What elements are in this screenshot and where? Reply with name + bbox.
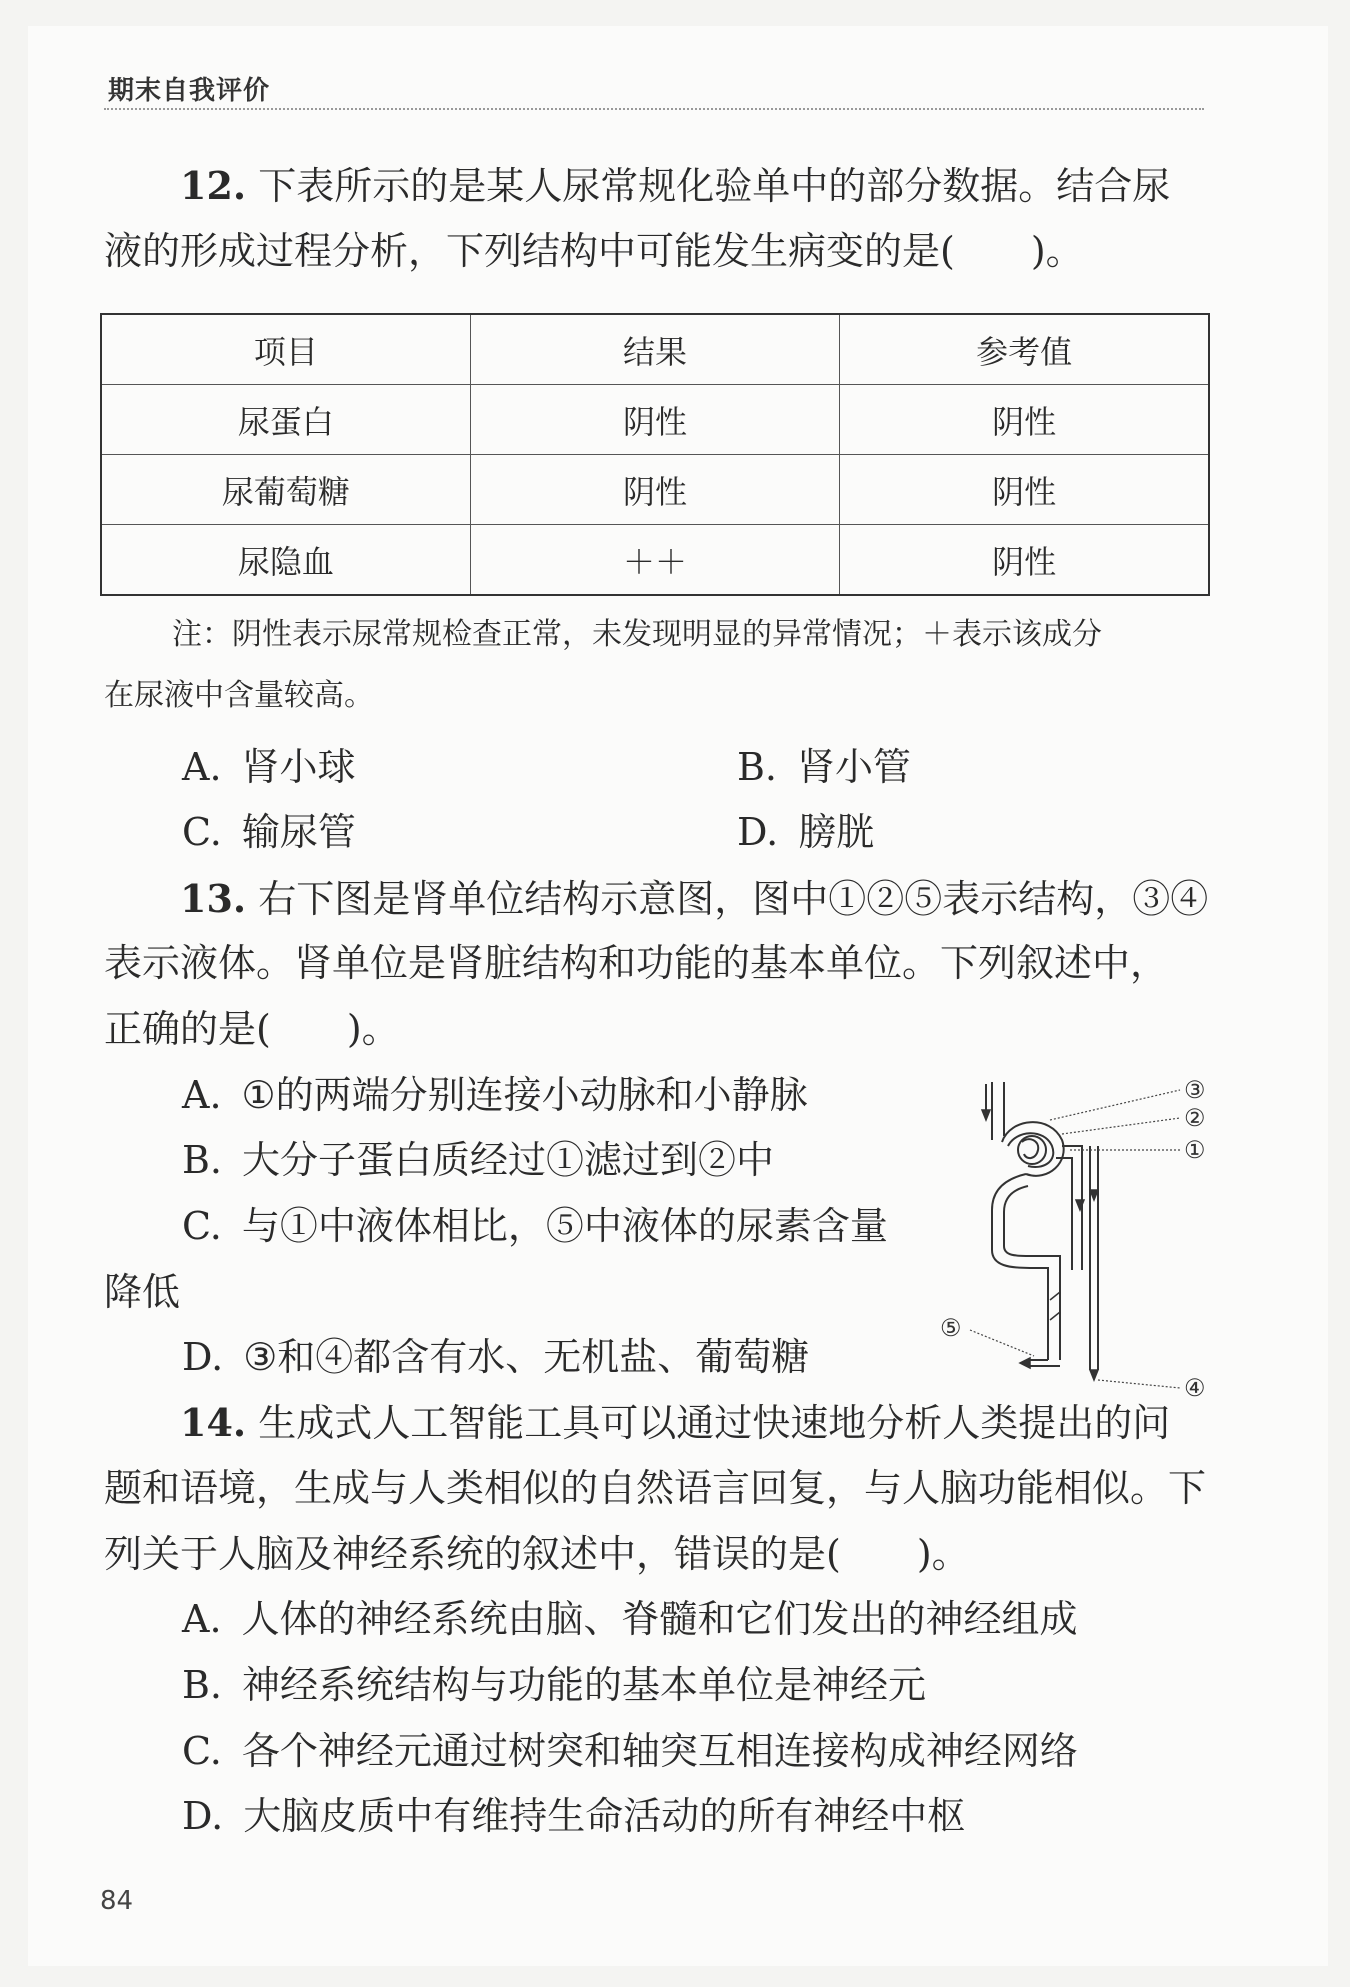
table-header-cell: 参考值 (840, 314, 1209, 385)
vessel-arrow-icon (1090, 1190, 1098, 1200)
header-divider (104, 108, 1204, 110)
leader-line-5 (970, 1330, 1034, 1356)
table-row (101, 385, 1209, 455)
q12-stem-line2: 液的形成过程分析，下列结构中可能发生病变的是( )。 (104, 229, 1084, 273)
q14-option-d[interactable]: D. 大脑皮质中有维持生命活动的所有神经中枢 (182, 1794, 966, 1838)
diagram-label-5: ⑤ (940, 1314, 962, 1342)
table-cell: 尿蛋白 (101, 385, 470, 455)
q12-option-a[interactable]: A. 肾小球 (182, 745, 356, 789)
table-cell: 阴性 (470, 385, 839, 455)
q14-number: 14. (180, 1400, 247, 1445)
q13-option-a[interactable]: A. ①的两端分别连接小动脉和小静脉 (182, 1073, 808, 1117)
leader-line-3 (1050, 1090, 1180, 1120)
q12-option-c[interactable]: C. 输尿管 (182, 810, 356, 854)
table-cell: 阴性 (840, 455, 1209, 525)
table-header-row (101, 314, 1209, 385)
q12-note-line2: 在尿液中含量较高。 (104, 678, 374, 713)
leader-line-2 (1062, 1118, 1180, 1134)
diagram-label-4: ④ (1184, 1374, 1206, 1400)
q12-stem-line1: 12. 下表所示的是某人尿常规化验单中的部分数据。结合尿 (180, 163, 1171, 208)
q13-stem-line3: 正确的是( )。 (104, 1007, 400, 1051)
table-cell: 尿葡萄糖 (101, 455, 470, 525)
page-number: 84 (100, 1886, 134, 1916)
diagram-label-3: ③ (1184, 1076, 1206, 1104)
table-cell: 阴性 (840, 525, 1209, 596)
q13-option-b[interactable]: B. 大分子蛋白质经过①滤过到②中 (182, 1138, 775, 1182)
q14-stem-line3: 列关于人脑及神经系统的叙述中，错误的是( )。 (104, 1532, 970, 1576)
q13-number: 13. (180, 876, 247, 921)
table-cell: 尿隐血 (101, 525, 470, 596)
table-row (101, 455, 1209, 525)
q14-option-b[interactable]: B. 神经系统结构与功能的基本单位是神经元 (182, 1663, 927, 1707)
q14-option-c[interactable]: C. 各个神经元通过树突和轴突互相连接构成神经网络 (182, 1729, 1078, 1773)
q13-stem-line2: 表示液体。肾单位是肾脏结构和功能的基本单位。下列叙述中， (104, 941, 1169, 985)
collecting-arrow-icon (1090, 1370, 1098, 1380)
table-cell: ＋＋ (470, 525, 839, 596)
table-header-cell: 结果 (470, 314, 839, 385)
q12-note-line1: 注：阴性表示尿常规检查正常，未发现明显的异常情况；＋表示该成分 (172, 617, 1102, 652)
table-header-cell: 项目 (101, 314, 470, 385)
q12-number: 12. (180, 163, 247, 208)
reabsorption-arrow (1050, 1292, 1060, 1300)
section-header: 期末自我评价 (108, 76, 271, 106)
q13-option-c-continued: 降低 (104, 1270, 181, 1314)
q13-option-d[interactable]: D. ③和④都含有水、无机盐、葡萄糖 (182, 1335, 810, 1379)
q14-stem-line2: 题和语境，生成与人类相似的自然语言回复，与人脑功能相似。下 (104, 1466, 1207, 1510)
reabsorption-arrow (1050, 1312, 1060, 1320)
table-cell: 阴性 (470, 455, 839, 525)
diagram-label-2: ② (1184, 1104, 1206, 1132)
q14-option-a[interactable]: A. 人体的神经系统由脑、脊髓和它们发出的神经组成 (182, 1597, 1078, 1641)
q12-option-b[interactable]: B. 肾小管 (737, 745, 912, 789)
leader-line-4 (1098, 1380, 1180, 1388)
q14-stem-line1: 14. 生成式人工智能工具可以通过快速地分析人类提出的问 (180, 1400, 1171, 1445)
table-cell: 阴性 (840, 385, 1209, 455)
q12-option-d[interactable]: D. 膀胱 (737, 810, 875, 854)
nephron-diagram (930, 1070, 1220, 1400)
diagram-label-1: ① (1184, 1136, 1206, 1164)
outflow-arrow-icon (1020, 1358, 1030, 1368)
q13-stem-line1: 13. 右下图是肾单位结构示意图，图中①②⑤表示结构，③④ (180, 876, 1209, 921)
table-row (101, 525, 1209, 596)
urinalysis-table (100, 313, 1210, 596)
q13-option-c[interactable]: C. 与①中液体相比，⑤中液体的尿素含量 (182, 1204, 888, 1248)
inflow-arrow-icon (982, 1110, 990, 1120)
